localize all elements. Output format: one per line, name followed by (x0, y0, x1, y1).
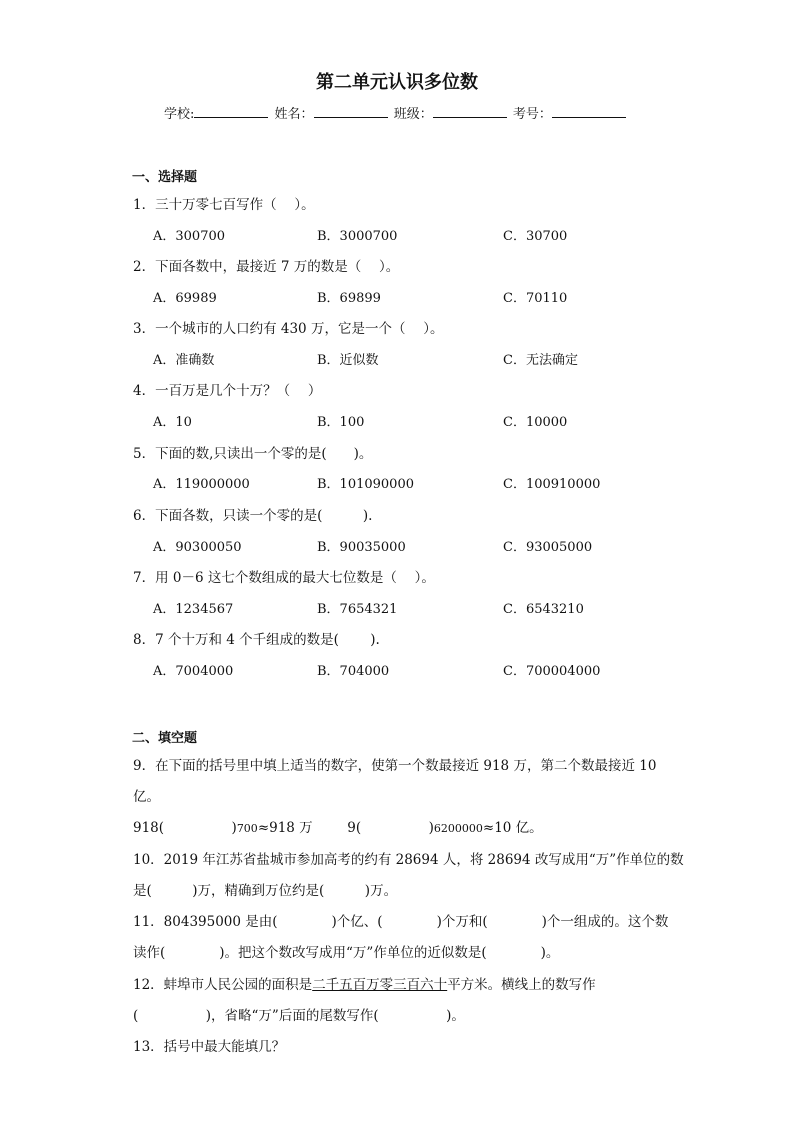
name-blank[interactable] (314, 105, 388, 118)
question-1: 1．三十万零七百写作（ ）。 (133, 197, 315, 213)
q6-option-c[interactable]: C．93005000 (503, 540, 593, 555)
question-12-line-2: ( )，省略“万”后面的尾数写作( )。 (133, 1008, 465, 1024)
section-heading-choice: 一、选择题 (132, 170, 198, 185)
q8-option-a[interactable]: A．7004000 (153, 664, 234, 679)
q7-option-a[interactable]: A．1234567 (153, 602, 234, 617)
question-9-line-1: 9．在下面的括号里中填上适当的数字，使第一个数最接近 918 万，第二个数最接近 10 (133, 758, 657, 774)
exam-number-blank[interactable] (552, 105, 626, 118)
q5-option-b[interactable]: B．101090000 (317, 477, 414, 492)
q6-option-b[interactable]: B．90035000 (317, 540, 406, 555)
q4-option-a[interactable]: A．10 (153, 415, 192, 430)
q7-option-c[interactable]: C．6543210 (503, 602, 584, 617)
question-9-equations (133, 816, 543, 836)
question-5: 5．下面的数,只读出一个零的是( )。 (133, 446, 373, 462)
q7-option-b[interactable]: B．7654321 (317, 602, 398, 617)
q8-option-c[interactable]: C．700004000 (503, 664, 601, 679)
q9-eq2-result: ≈10 亿。 (482, 820, 543, 836)
q4-option-c[interactable]: C．10000 (503, 415, 568, 430)
q12-suffix: 平方米。横线上的数写作 (447, 977, 596, 993)
question-9-line-2: 亿。 (133, 789, 160, 805)
school-label: 学校: (164, 107, 195, 122)
q3-option-b[interactable]: B．近似数 (317, 353, 379, 368)
section-heading-fill-in: 二、填空题 (132, 731, 198, 746)
q5-option-a[interactable]: A．119000000 (153, 477, 250, 492)
q3-option-a[interactable]: A．准确数 (153, 353, 215, 368)
question-6: 6．下面各数，只读一个零的是( ). (133, 508, 373, 524)
q9-eq1-blank[interactable]: 918( ) (133, 820, 237, 836)
school-blank[interactable] (194, 105, 268, 118)
class-label: 班级： (393, 107, 433, 122)
q6-option-a[interactable]: A．90300050 (153, 540, 242, 555)
q9-eq1-result: ≈918 万 (257, 820, 313, 836)
q9-eq1-digits: 700 (236, 822, 258, 835)
name-label: 姓名： (274, 107, 314, 122)
question-11-line-1: 11．804395000 是由( )个亿、( )个万和( )个一组成的。这个数 (133, 914, 669, 930)
question-13-line-1: 13．括号中最大能填几？ (133, 1039, 286, 1055)
q9-eq2-blank[interactable]: 9( ) (347, 820, 434, 836)
exam-number-label: 考号： (512, 107, 552, 122)
q12-underlined-number: 二千五百万零三百六十 (312, 977, 448, 993)
question-11-line-2: 读作( )。把这个数改写成用“万”作单位的近似数是( )。 (133, 945, 560, 961)
q2-option-a[interactable]: A．69989 (153, 291, 217, 306)
q1-option-c[interactable]: C．30700 (503, 229, 568, 244)
q4-option-b[interactable]: B．100 (317, 415, 365, 430)
class-blank[interactable] (433, 105, 507, 118)
q3-option-c[interactable]: C．无法确定 (503, 353, 578, 368)
question-2: 2．下面各数中，最接近 7 万的数是（ ）。 (133, 259, 400, 275)
q5-option-c[interactable]: C．100910000 (503, 477, 601, 492)
question-8: 8．7 个十万和 4 个千组成的数是( ). (133, 632, 380, 648)
q1-option-b[interactable]: B．3000700 (317, 229, 398, 244)
q9-eq2-digits: 6200000 (433, 822, 483, 835)
question-7: 7．用 0－6 这七个数组成的最大七位数是（ ）。 (133, 570, 435, 586)
student-info-row (164, 103, 628, 122)
q12-prefix: 12．蚌埠市人民公园的面积是 (133, 977, 313, 993)
q2-option-c[interactable]: C．70110 (503, 291, 568, 306)
question-10-line-1: 10．2019 年江苏省盐城市参加高考的约有 28694 人，将 28694 改写成用“万”作单位的数 (133, 852, 684, 868)
q2-option-b[interactable]: B．69899 (317, 291, 381, 306)
q1-option-a[interactable]: A．300700 (153, 229, 226, 244)
q8-option-b[interactable]: B．704000 (317, 664, 390, 679)
question-12-line-1 (133, 973, 596, 993)
question-4: 4．一百万是几个十万？（ ） (133, 383, 322, 399)
question-10-line-2: 是( )万，精确到万位约是( )万。 (133, 883, 398, 899)
question-3: 3．一个城市的人口约有 430 万，它是一个（ ）。 (133, 321, 444, 337)
page-title: 第二单元认识多位数 (316, 72, 478, 93)
